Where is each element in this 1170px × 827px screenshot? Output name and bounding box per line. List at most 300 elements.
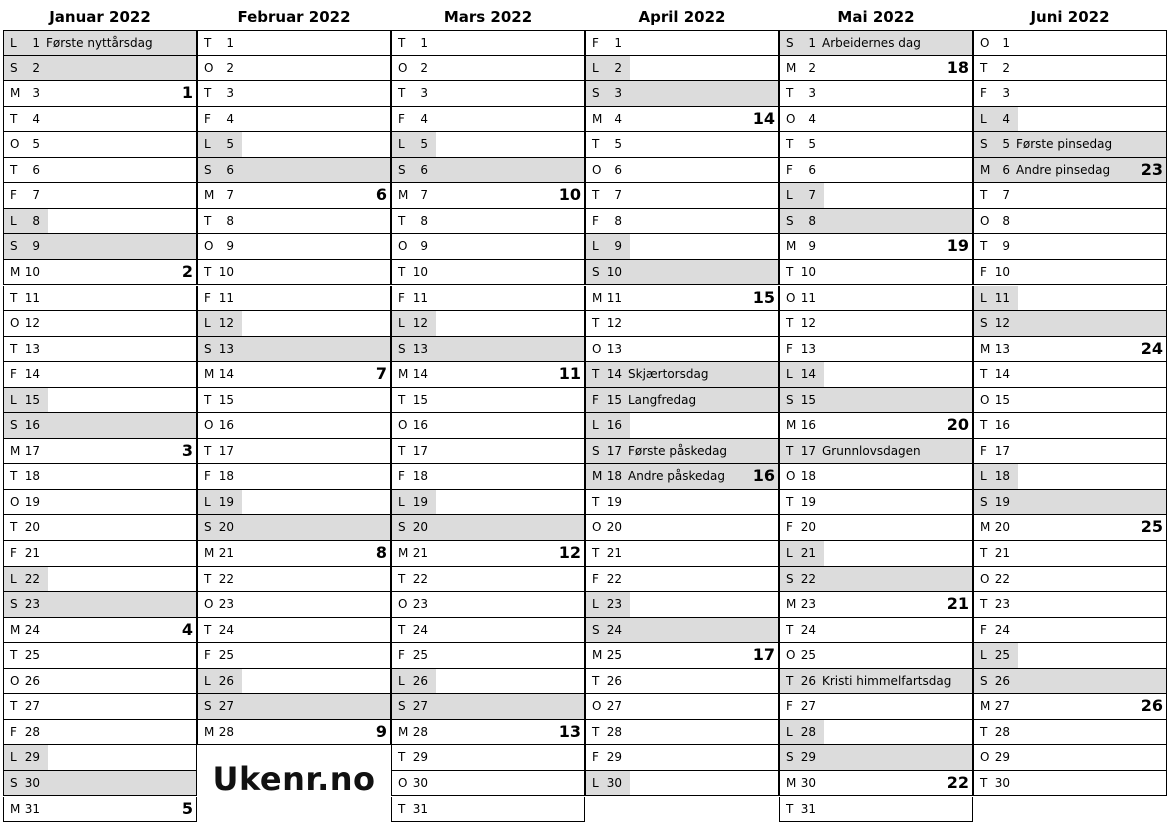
day-number: 5: [420, 137, 428, 152]
week-number: 21: [946, 594, 969, 614]
weekday-letter: T: [980, 239, 988, 254]
weekday-letter: T: [786, 264, 794, 279]
weekday-letter: L: [10, 213, 17, 228]
week-number: 13: [558, 721, 581, 741]
day-number: 22: [994, 571, 1010, 586]
day-row: [3, 81, 197, 107]
weekday-letter: T: [10, 648, 18, 663]
weekday-letter: S: [980, 137, 988, 152]
weekday-letter: F: [786, 699, 793, 714]
holiday-name: Andre pinsedag: [1016, 162, 1111, 177]
day-number: 27: [606, 699, 622, 714]
month-title: Juni 2022: [1030, 8, 1110, 26]
day-row: [391, 56, 585, 82]
weekday-letter: T: [592, 188, 600, 203]
day-row: [391, 771, 585, 797]
day-row: [779, 413, 973, 439]
day-row: [197, 618, 391, 644]
day-number: 30: [412, 775, 428, 790]
day-number: 21: [24, 546, 40, 560]
weekday-letter: T: [10, 520, 18, 535]
week-number: 2: [181, 261, 193, 281]
weekday-letter: M: [398, 724, 409, 739]
weekday-letter: O: [204, 597, 214, 612]
weekday-letter: M: [786, 239, 797, 254]
day-row: [197, 643, 391, 669]
day-row: [973, 30, 1167, 56]
week-number: 23: [1140, 159, 1163, 179]
day-row: [973, 771, 1167, 797]
week-number: 9: [375, 721, 387, 741]
day-number: 4: [420, 111, 428, 126]
weekday-letter: T: [10, 290, 18, 305]
day-row: [3, 388, 197, 414]
weekday-letter: M: [592, 290, 603, 305]
day-number: 26: [24, 673, 40, 688]
weekday-letter: O: [592, 341, 602, 356]
day-row: [973, 643, 1167, 669]
day-row: [391, 286, 585, 312]
weekday-letter: L: [204, 137, 211, 152]
day-number: 11: [994, 290, 1010, 305]
day-number: 27: [412, 699, 428, 714]
day-number: 2: [32, 60, 40, 75]
day-row: [585, 81, 779, 107]
day-row: [779, 209, 973, 235]
weekday-letter: T: [980, 418, 988, 433]
day-number: 23: [800, 597, 816, 612]
day-number: 28: [606, 724, 622, 739]
day-row: [585, 567, 779, 593]
day-row: [391, 337, 585, 363]
day-number: 5: [808, 137, 816, 152]
weekday-letter: S: [980, 316, 988, 331]
weekday-letter: L: [980, 290, 987, 305]
weekday-letter: T: [10, 699, 18, 714]
day-row: [391, 567, 585, 593]
weekday-letter: L: [980, 648, 987, 663]
weekday-letter: S: [592, 622, 600, 637]
day-row: [391, 183, 585, 209]
weekday-letter: O: [592, 162, 602, 177]
day-row: [3, 797, 197, 823]
weekday-letter: L: [786, 188, 793, 203]
weekday-letter: L: [204, 494, 211, 509]
weekday-letter: F: [592, 750, 599, 765]
weekday-letter: T: [204, 264, 212, 279]
weekday-letter: T: [592, 673, 600, 688]
day-number: 5: [32, 137, 40, 152]
weekday-letter: L: [10, 571, 17, 586]
weekday-letter: S: [398, 520, 406, 535]
day-row: [197, 362, 391, 388]
day-row: [973, 694, 1167, 720]
day-row: [779, 311, 973, 337]
day-row: [973, 107, 1167, 133]
day-row: [973, 464, 1167, 490]
day-number: 15: [412, 392, 428, 407]
weekday-letter: F: [204, 290, 211, 305]
day-number: 29: [800, 750, 816, 765]
weekday-letter: T: [10, 111, 18, 126]
day-number: 28: [412, 724, 428, 739]
week-number: 14: [752, 108, 775, 128]
day-row: [779, 618, 973, 644]
weekday-letter: O: [398, 418, 408, 433]
day-number: 16: [24, 418, 40, 433]
day-row: [779, 771, 973, 797]
weekday-letter: T: [786, 443, 794, 458]
week-number: 17: [752, 645, 775, 665]
day-number: 1: [614, 36, 622, 50]
weekday-letter: L: [204, 673, 211, 688]
day-number: 27: [800, 699, 816, 714]
day-number: 23: [412, 597, 428, 612]
day-row: [585, 183, 779, 209]
weekday-letter: F: [980, 443, 987, 458]
day-row: [779, 107, 973, 133]
day-number: 10: [24, 264, 40, 279]
day-row: [585, 234, 779, 260]
day-row: [197, 107, 391, 133]
day-row: [3, 464, 197, 490]
day-row: [197, 158, 391, 184]
weekday-letter: L: [592, 239, 599, 254]
weekday-letter: S: [592, 443, 600, 458]
day-row: [3, 183, 197, 209]
weekday-letter: F: [980, 264, 987, 279]
day-number: 17: [412, 443, 428, 458]
day-number: 18: [800, 469, 816, 484]
holiday-row: [585, 388, 779, 414]
day-row: [197, 81, 391, 107]
week-number: 24: [1140, 338, 1163, 358]
day-number: 21: [606, 546, 622, 560]
weekday-letter: O: [204, 239, 214, 254]
day-number: 2: [226, 60, 234, 75]
day-number: 1: [32, 36, 40, 50]
day-number: 28: [24, 724, 40, 739]
day-number: 24: [800, 622, 816, 637]
month-title: April 2022: [638, 8, 726, 26]
day-number: 11: [800, 290, 816, 305]
day-row: [973, 515, 1167, 541]
weekday-letter: O: [10, 137, 20, 152]
day-number: 3: [226, 86, 234, 101]
weekday-letter: M: [980, 341, 991, 356]
month-title: Januar 2022: [49, 8, 151, 26]
holiday-name: Første pinsedag: [1016, 137, 1113, 152]
day-number: 14: [606, 367, 622, 382]
day-number: 18: [606, 469, 622, 484]
day-number: 7: [32, 188, 40, 203]
day-number: 19: [994, 494, 1010, 509]
day-row: [973, 567, 1167, 593]
weekday-letter: L: [592, 775, 599, 790]
day-row: [197, 30, 391, 56]
weekday-letter: M: [398, 546, 409, 560]
weekday-letter: F: [398, 111, 405, 126]
day-row: [973, 720, 1167, 746]
day-row: [779, 720, 973, 746]
day-number: 30: [800, 775, 816, 790]
day-row: [779, 541, 973, 567]
weekday-letter: F: [980, 622, 987, 637]
day-number: 22: [800, 571, 816, 586]
day-number: 19: [606, 494, 622, 509]
weekday-letter: L: [10, 36, 17, 50]
day-number: 30: [24, 775, 40, 790]
day-row: [779, 234, 973, 260]
day-number: 26: [218, 673, 234, 688]
day-number: 12: [994, 316, 1010, 331]
day-row: [197, 541, 391, 567]
weekday-letter: L: [398, 673, 405, 688]
day-row: [391, 515, 585, 541]
day-row: [3, 771, 197, 797]
day-row: [3, 158, 197, 184]
weekday-letter: O: [786, 469, 796, 484]
day-row: [391, 464, 585, 490]
day-number: 6: [226, 162, 234, 177]
weekday-letter: S: [398, 162, 406, 177]
day-number: 19: [24, 494, 40, 509]
weekday-letter: M: [786, 597, 797, 612]
day-row: [391, 388, 585, 414]
day-row: [973, 311, 1167, 337]
weekday-letter: F: [204, 648, 211, 663]
day-row: [779, 797, 973, 823]
day-number: 19: [800, 494, 816, 509]
day-row: [197, 720, 391, 746]
day-number: 2: [1002, 60, 1010, 75]
day-number: 26: [412, 673, 428, 688]
day-number: 8: [32, 213, 40, 228]
weekday-letter: F: [398, 290, 405, 305]
day-row: [3, 541, 197, 567]
holiday-row: [779, 30, 973, 56]
weekday-letter: F: [204, 469, 211, 484]
day-number: 16: [412, 418, 428, 433]
weekday-letter: T: [10, 469, 18, 484]
day-row: [197, 464, 391, 490]
day-row: [197, 592, 391, 618]
weekday-letter: O: [10, 494, 20, 509]
weekday-letter: O: [980, 571, 990, 586]
weekday-letter: M: [980, 162, 991, 177]
weekday-letter: M: [980, 699, 991, 714]
weekday-letter: F: [10, 724, 17, 739]
day-number: 20: [412, 520, 428, 535]
day-row: [779, 515, 973, 541]
week-number: 8: [375, 543, 387, 562]
day-row: [197, 132, 391, 158]
weekday-letter: M: [786, 60, 797, 75]
day-number: 12: [606, 316, 622, 331]
day-number: 4: [32, 111, 40, 126]
day-row: [391, 745, 585, 771]
day-row: [3, 745, 197, 771]
day-row: [779, 567, 973, 593]
weekday-letter: T: [786, 622, 794, 637]
weekday-letter: M: [592, 648, 603, 663]
day-row: [779, 592, 973, 618]
day-row: [391, 209, 585, 235]
month-title: Mars 2022: [443, 8, 533, 26]
day-number: 27: [994, 699, 1010, 714]
day-row: [779, 490, 973, 516]
day-number: 8: [614, 213, 622, 228]
day-number: 9: [1002, 239, 1010, 254]
weekday-letter: S: [204, 341, 212, 356]
day-number: 5: [1002, 137, 1010, 152]
day-row: [197, 260, 391, 286]
day-number: 13: [606, 341, 622, 356]
day-row: [197, 337, 391, 363]
weekday-letter: T: [786, 673, 794, 688]
day-row: [779, 132, 973, 158]
weekday-letter: S: [786, 392, 794, 407]
day-number: 9: [614, 239, 622, 254]
weekday-letter: L: [592, 597, 599, 612]
weekday-letter: L: [786, 724, 793, 739]
day-number: 27: [218, 699, 234, 714]
day-number: 8: [1002, 213, 1010, 228]
day-row: [3, 439, 197, 465]
day-number: 21: [218, 546, 234, 560]
weekday-letter: S: [398, 699, 406, 714]
day-row: [973, 592, 1167, 618]
weekday-letter: L: [980, 469, 987, 484]
day-row: [3, 694, 197, 720]
day-row: [585, 643, 779, 669]
weekday-letter: L: [10, 392, 17, 407]
day-number: 3: [614, 86, 622, 101]
day-row: [973, 413, 1167, 439]
day-row: [391, 260, 585, 286]
weekday-letter: O: [980, 213, 990, 228]
day-number: 4: [808, 111, 816, 126]
day-row: [779, 337, 973, 363]
day-number: 14: [800, 367, 816, 382]
day-number: 16: [994, 418, 1010, 433]
day-row: [391, 234, 585, 260]
day-number: 30: [606, 775, 622, 790]
weekday-letter: S: [204, 699, 212, 714]
day-row: [585, 413, 779, 439]
day-number: 10: [218, 264, 234, 279]
weekday-letter: S: [980, 494, 988, 509]
weekday-letter: T: [398, 622, 406, 637]
day-row: [3, 490, 197, 516]
holiday-row: [585, 439, 779, 465]
weekday-letter: T: [398, 392, 406, 407]
weekday-letter: S: [786, 213, 794, 228]
day-row: [973, 183, 1167, 209]
day-number: 8: [420, 213, 428, 228]
weekday-letter: M: [204, 188, 215, 203]
day-number: 14: [24, 367, 40, 382]
week-number: 15: [752, 287, 775, 307]
weekday-letter: T: [10, 341, 18, 356]
day-number: 2: [420, 60, 428, 75]
day-number: 14: [412, 367, 428, 382]
day-row: [391, 362, 585, 388]
weekday-letter: L: [980, 111, 987, 126]
weekday-letter: T: [398, 213, 406, 228]
weekday-letter: O: [786, 648, 796, 663]
weekday-letter: M: [10, 86, 21, 101]
weekday-letter: S: [786, 571, 794, 586]
weekday-letter: T: [980, 597, 988, 612]
weekday-letter: F: [204, 111, 211, 126]
day-number: 9: [808, 239, 816, 254]
weekday-letter: S: [592, 86, 600, 101]
weekday-letter: T: [592, 367, 600, 382]
day-number: 1: [808, 36, 816, 50]
holiday-row: [973, 158, 1167, 184]
holiday-name: Første påskedag: [628, 443, 728, 458]
day-row: [779, 260, 973, 286]
week-number: 12: [558, 543, 581, 562]
weekday-letter: S: [204, 162, 212, 177]
day-number: 6: [614, 162, 622, 177]
day-number: 31: [412, 801, 428, 816]
day-row: [3, 311, 197, 337]
day-number: 6: [420, 162, 428, 177]
day-row: [391, 30, 585, 56]
holiday-row: [3, 30, 197, 56]
week-number: 5: [181, 798, 193, 818]
month-title: Februar 2022: [237, 8, 351, 26]
day-row: [585, 618, 779, 644]
weekday-letter: M: [204, 724, 215, 739]
day-row: [779, 81, 973, 107]
holiday-row: [973, 132, 1167, 158]
day-number: 26: [606, 673, 622, 688]
weekday-letter: T: [786, 86, 794, 101]
weekday-letter: O: [980, 36, 990, 50]
day-row: [391, 541, 585, 567]
day-row: [973, 234, 1167, 260]
holiday-name: Grunnlovsdagen: [822, 443, 921, 458]
week-number: 20: [946, 415, 969, 435]
weekday-letter: O: [980, 750, 990, 765]
weekday-letter: T: [592, 316, 600, 331]
weekday-letter: O: [786, 111, 796, 126]
day-number: 18: [24, 469, 40, 484]
day-row: [3, 515, 197, 541]
day-number: 3: [808, 86, 816, 101]
day-number: 23: [606, 597, 622, 612]
day-number: 12: [800, 316, 816, 331]
weekday-letter: T: [980, 775, 988, 790]
day-row: [973, 209, 1167, 235]
weekday-letter: O: [10, 673, 20, 688]
day-row: [3, 132, 197, 158]
week-number: 4: [181, 619, 193, 639]
day-row: [973, 286, 1167, 312]
day-number: 17: [994, 443, 1010, 458]
day-row: [391, 618, 585, 644]
weekday-letter: F: [398, 469, 405, 484]
day-row: [585, 694, 779, 720]
day-number: 4: [1002, 111, 1010, 126]
weekday-letter: T: [786, 137, 794, 152]
weekday-letter: T: [204, 213, 212, 228]
day-number: 15: [606, 392, 622, 407]
weekday-letter: T: [204, 622, 212, 637]
